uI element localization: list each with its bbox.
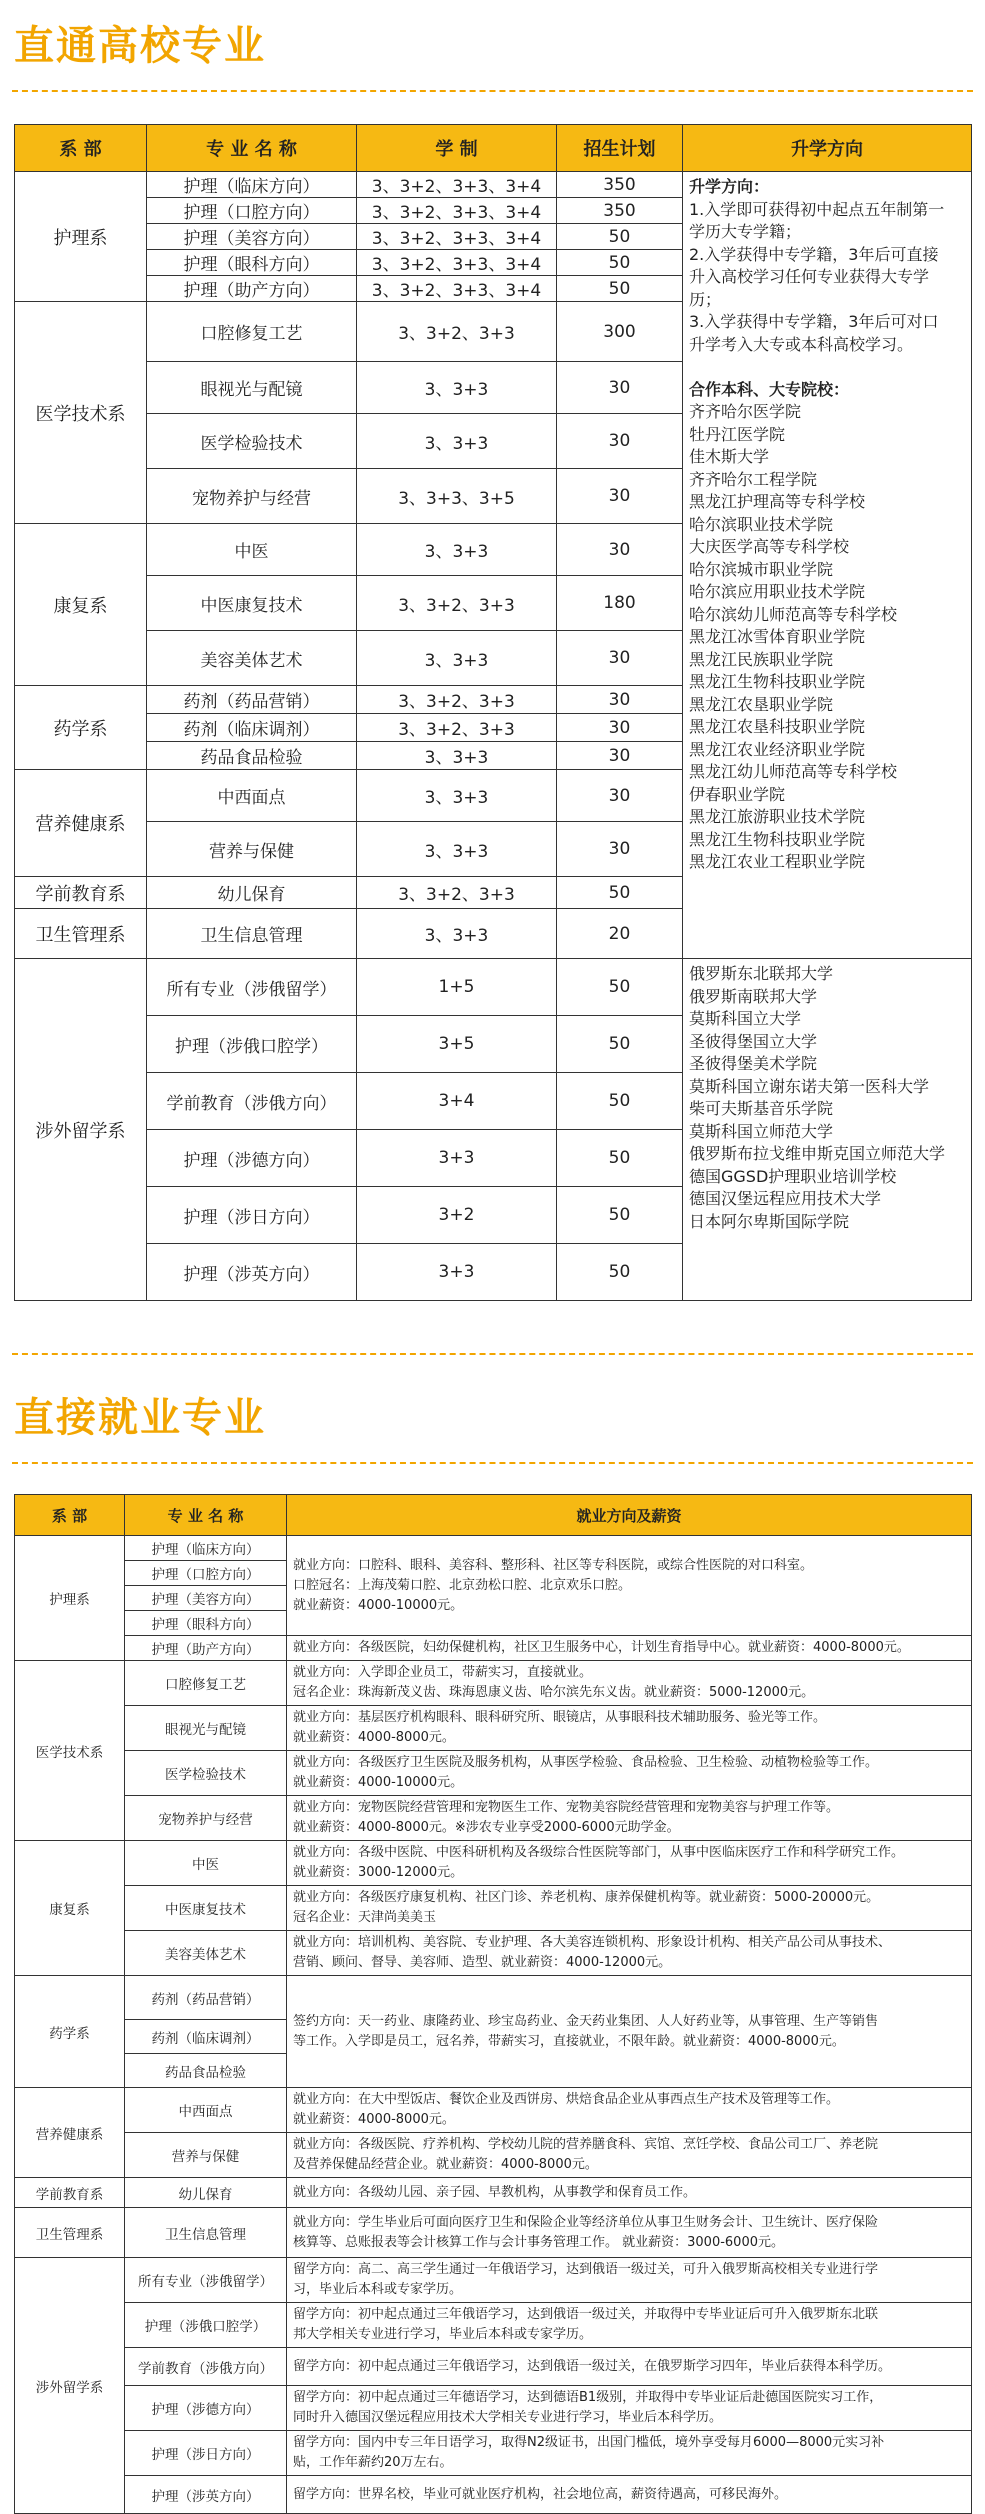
major-cell: 眼视光与配镜 [125, 1706, 287, 1751]
direction-line: 升学考入大专或本科高校学习。 [689, 334, 914, 354]
direction-line: 2.入学获得中专学籍，3年后可直接 [689, 244, 939, 264]
major-cell: 护理（临床方向） [125, 1536, 287, 1561]
major-cell: 护理（口腔方向） [125, 1561, 287, 1586]
section-divider [12, 1353, 973, 1355]
direction-line: 俄罗斯南联邦大学 [689, 986, 818, 1006]
dept-cell: 涉外留学系 [15, 2258, 125, 2514]
section-divider [12, 1462, 973, 1464]
enrollment-plan-cell: 30 [557, 469, 683, 524]
direction-line: 黑龙江农垦职业学院 [689, 694, 834, 714]
major-cell: 宠物养护与经营 [125, 1796, 287, 1841]
desc-line: 贴，工作年薪约20万左右。 [293, 2455, 453, 2470]
direction-line [689, 356, 965, 379]
dept-cell: 护理系 [15, 172, 147, 302]
major-cell: 护理（涉日方向） [147, 1187, 357, 1244]
enrollment-plan-cell: 30 [557, 631, 683, 686]
employment-desc-cell [287, 1796, 972, 1841]
section-divider [12, 90, 973, 92]
direction-line: 黑龙江农业经济职业学院 [689, 739, 866, 759]
header-cell: 专 业 名 称 [125, 1495, 287, 1536]
major-cell: 中西面点 [125, 2088, 287, 2133]
direction-line: 大庆医学高等专科学校 [689, 537, 850, 556]
direction-line: 圣彼得堡国立大学 [689, 1031, 818, 1051]
desc-line: 营销、顾问、督导、美容师、造型、就业薪资：4000-12000元。 [293, 1955, 672, 1970]
desc-line: 就业方向：各级医疗卫生医院及服务机构，从事医学检验、食品检验、卫生检验、动植物检验等工作。 [293, 1755, 879, 1770]
employment-desc-cell [287, 2208, 972, 2258]
desc-line: 就业薪资：4000-10000元。 [293, 1597, 464, 1613]
table-header-row [15, 1495, 972, 1536]
desc-line: 习，毕业后本科或专家学历。 [293, 2282, 463, 2297]
major-cell: 药品食品检验 [125, 2054, 287, 2088]
employment-desc-cell [287, 1536, 972, 1636]
desc-line: 留学方向：世界名校，毕业可就业医疗机构，社会地位高，薪资待遇高，可移民海外。 [293, 2486, 788, 2502]
direction-line: 升学方向： [689, 177, 770, 196]
dept-cell: 护理系 [15, 1536, 125, 1661]
employment-desc-cell [287, 2178, 972, 2208]
enrollment-plan-cell: 50 [557, 276, 683, 302]
direction-line: 哈尔滨应用职业技术学院 [689, 582, 866, 601]
employment-desc-cell [287, 2088, 972, 2133]
major-cell: 护理（眼科方向） [125, 1611, 287, 1636]
table-row [15, 1706, 972, 1751]
direction-line: 黑龙江护理高等专科学校 [689, 492, 866, 511]
enrollment-plan-cell: 30 [557, 362, 683, 414]
duration-cell: 3、3+3 [357, 742, 557, 770]
dept-cell: 卫生管理系 [15, 909, 147, 959]
direction-line: 黑龙江幼儿师范高等专科学校 [689, 762, 898, 781]
major-cell: 护理（涉英方向） [147, 1244, 357, 1301]
direction-line: 齐齐哈尔工程学院 [689, 469, 818, 489]
major-cell: 营养与保健 [125, 2133, 287, 2178]
desc-line: 就业方向：各级医院、疗养机构、学校幼儿院的营养膳食科、宾馆、烹饪学校、食品公司工厂、养老院 [293, 2137, 879, 2152]
major-cell: 中西面点 [147, 770, 357, 822]
major-cell: 护理（涉日方向） [125, 2431, 287, 2476]
table-row [15, 2303, 972, 2348]
desc-line: 留学方向：初中起点通过三年德语学习，达到德语B1级别，并取得中专毕业证后赴德国医院实习工作， [293, 2390, 883, 2405]
enrollment-plan-cell: 50 [557, 1130, 683, 1187]
desc-line: 签约方向：天一药业、康隆药业、珍宝岛药业、金天药业集团、人人好药业等，从事管理、生产等销售 [293, 2013, 879, 2029]
table-row [15, 1931, 972, 1976]
enrollment-plan-cell: 30 [557, 414, 683, 469]
direction-line: 3.入学获得中专学籍，3年后可对口 [689, 312, 939, 331]
table-row [15, 1536, 972, 1561]
table-row [15, 172, 972, 198]
employment-desc-cell [287, 1841, 972, 1886]
desc-line: 核算等、总账报表等会计核算工作与会计事务管理工作。 就业薪资：3000-6000元。 [293, 2234, 784, 2250]
table-row [15, 2088, 972, 2133]
major-cell: 药剂（药品营销） [147, 686, 357, 714]
major-cell: 药剂（临床调剂） [125, 2020, 287, 2054]
major-cell: 护理（助产方向） [125, 1636, 287, 1661]
desc-line: 同时升入德国汉堡远程应用技术大学相关专业进行学习，毕业后本科学历。 [293, 2410, 723, 2425]
major-cell: 眼视光与配镜 [147, 362, 357, 414]
duration-cell: 3+2 [357, 1187, 557, 1244]
enrollment-plan-cell: 50 [557, 250, 683, 276]
major-cell: 医学检验技术 [147, 414, 357, 469]
desc-line: 就业方向：各级中医院、中医科研机构及各级综合性医院等部门，从事中医临床医疗工作和科学研究工作。 [293, 1845, 905, 1860]
dept-cell: 营养健康系 [15, 770, 147, 877]
enrollment-plan-cell: 20 [557, 909, 683, 959]
section-title-direct-college: 直通高校专业 [14, 23, 266, 69]
direct-employment-table [14, 1494, 972, 2514]
dept-cell: 学前教育系 [15, 877, 147, 909]
desc-line: 就业方向：学生毕业后可面向医疗卫生和保险企业等经济单位从事卫生财务会计、卫生统计、医疗保险 [293, 2214, 879, 2230]
direction-line: 升入高校学习任何专业获得大专学 [689, 267, 930, 286]
further-study-cell [683, 959, 972, 1301]
enrollment-plan-cell: 50 [557, 1187, 683, 1244]
direction-line: 圣彼得堡美术学院 [689, 1054, 818, 1073]
employment-desc-cell [287, 1931, 972, 1976]
dept-cell: 卫生管理系 [15, 2208, 125, 2258]
employment-desc-cell [287, 1706, 972, 1751]
further-study-cell [683, 172, 972, 959]
table-row [15, 1751, 972, 1796]
enrollment-plan-cell: 50 [557, 1073, 683, 1130]
direction-line: 黑龙江农垦科技职业学院 [689, 717, 866, 736]
duration-cell: 3+5 [357, 1016, 557, 1073]
enrollment-plan-cell: 30 [557, 742, 683, 770]
section-title-direct-employment: 直接就业专业 [14, 1395, 266, 1441]
enrollment-plan-cell: 350 [557, 198, 683, 224]
major-cell: 护理（临床方向） [147, 172, 357, 198]
enrollment-plan-cell: 50 [557, 1016, 683, 1073]
desc-line: 留学方向：初中起点通过三年俄语学习，达到俄语一级过关，并取得中专毕业证后可升入俄罗斯东北联 [293, 2307, 879, 2322]
major-cell: 营养与保健 [147, 822, 357, 877]
duration-cell: 3、3+2、3+3、3+4 [357, 198, 557, 224]
direction-line: 合作本科、大专院校： [689, 379, 850, 399]
major-cell: 护理（口腔方向） [147, 198, 357, 224]
duration-cell: 3、3+3 [357, 631, 557, 686]
duration-cell: 3、3+2、3+3 [357, 877, 557, 909]
desc-line: 就业薪资：4000-8000元。※涉农专业享受2000-6000元助学金。 [293, 1820, 680, 1835]
direction-line: 哈尔滨职业技术学院 [689, 514, 834, 534]
duration-cell: 3、3+2、3+3、3+4 [357, 250, 557, 276]
major-cell: 医学检验技术 [125, 1751, 287, 1796]
dept-cell: 药学系 [15, 686, 147, 770]
desc-line: 就业方向：培训机构、美容院、专业护理、各大美容连锁机构、形象设计机构、相关产品公司从事技术、 [293, 1935, 892, 1950]
enrollment-plan-cell: 50 [557, 877, 683, 909]
direct-college-table [14, 124, 972, 1301]
employment-desc-cell [287, 2303, 972, 2348]
desc-line: 冠名企业：珠海新茂义齿、珠海恩康义齿、哈尔滨先东义齿。就业薪资：5000-12000元。 [293, 1685, 815, 1700]
dept-cell: 营养健康系 [15, 2088, 125, 2178]
duration-cell: 3、3+3、3+5 [357, 469, 557, 524]
major-cell: 中医 [147, 524, 357, 576]
duration-cell: 3、3+2、3+3 [357, 714, 557, 742]
duration-cell: 1+5 [357, 959, 557, 1016]
desc-line: 就业方向：在大中型饭店、餐饮企业及西饼房、烘焙食品企业从事西点生产技术及管理等工作。 [293, 2092, 840, 2107]
major-cell: 药剂（临床调剂） [147, 714, 357, 742]
duration-cell: 3+4 [357, 1073, 557, 1130]
direction-line: 德国汉堡远程应用技术大学 [689, 1189, 882, 1208]
direction-line: 历； [689, 289, 722, 309]
desc-line: 就业薪资：4000-10000元。 [293, 1775, 464, 1790]
duration-cell: 3、3+3 [357, 770, 557, 822]
direction-line: 哈尔滨城市职业学院 [689, 559, 834, 579]
desc-line: 口腔冠名：上海茂菊口腔、北京劲松口腔、北京欢乐口腔。 [293, 1577, 632, 1593]
direction-line: 伊春职业学院 [689, 784, 786, 804]
direction-line: 黑龙江旅游职业技术学院 [689, 807, 866, 826]
enrollment-plan-cell: 50 [557, 959, 683, 1016]
duration-cell: 3、3+3 [357, 909, 557, 959]
direction-line: 柴可夫斯基音乐学院 [689, 1099, 834, 1118]
table-header-row [15, 125, 972, 172]
direction-line: 黑龙江农业工程职业学院 [689, 852, 866, 871]
header-cell: 学 制 [357, 125, 557, 172]
table-row [15, 1661, 972, 1706]
major-cell: 所有专业（涉俄留学） [147, 959, 357, 1016]
dept-cell: 医学技术系 [15, 302, 147, 524]
duration-cell: 3、3+2、3+3、3+4 [357, 172, 557, 198]
enrollment-plan-cell: 350 [557, 172, 683, 198]
direction-line: 佳木斯大学 [689, 447, 770, 466]
desc-line: 就业方向：口腔科、眼科、美容科、整形科、社区等专科医院，或综合性医院的对口科室。 [293, 1557, 814, 1573]
direction-line: 学历大专学籍； [689, 222, 802, 241]
enrollment-plan-cell: 180 [557, 576, 683, 631]
major-cell: 护理（涉德方向） [147, 1130, 357, 1187]
major-cell: 护理（助产方向） [147, 276, 357, 302]
table-row [15, 2431, 972, 2476]
table-row [15, 2386, 972, 2431]
direction-line: 齐齐哈尔医学院 [689, 402, 802, 421]
employment-desc-cell [287, 2431, 972, 2476]
major-cell: 宠物养护与经营 [147, 469, 357, 524]
dept-cell: 康复系 [15, 524, 147, 686]
enrollment-plan-cell: 50 [557, 224, 683, 250]
table-row [15, 2258, 972, 2303]
major-cell: 口腔修复工艺 [147, 302, 357, 362]
desc-line: 等工作。入学即是员工，冠名养，带薪实习，直接就业，不限年龄。就业薪资：4000-8000元。 [293, 2033, 845, 2049]
desc-line: 就业方向：入学即企业员工，带薪实习，直接就业。 [293, 1665, 593, 1680]
major-cell: 卫生信息管理 [125, 2208, 287, 2258]
desc-line: 就业方向：各级幼儿园、亲子园、早教机构，从事教学和保育员工作。 [293, 2184, 697, 2200]
table-row [15, 1636, 972, 1661]
duration-cell: 3、3+3 [357, 822, 557, 877]
table-row [15, 2133, 972, 2178]
duration-cell: 3、3+2、3+3 [357, 576, 557, 631]
desc-line: 就业方向：各级医疗康复机构、社区门诊、养老机构、康养保健机构等。就业薪资：5000-20000元。 [293, 1890, 880, 1905]
desc-line: 就业薪资：4000-8000元。 [293, 1730, 455, 1745]
major-cell: 美容美体艺术 [125, 1931, 287, 1976]
desc-line: 就业薪资：4000-8000元。 [293, 2112, 455, 2127]
duration-cell: 3、3+3 [357, 414, 557, 469]
table-row [15, 2178, 972, 2208]
direction-line: 1.入学即可获得初中起点五年制第一 [689, 199, 945, 219]
major-cell: 幼儿保育 [147, 877, 357, 909]
employment-desc-cell [287, 2386, 972, 2431]
desc-line: 留学方向：国内中专三年日语学习，取得N2级证书，出国门槛低，境外享受每月6000—8000元实习补 [293, 2435, 885, 2450]
desc-line: 留学方向：初中起点通过三年俄语学习，达到俄语一级过关，在俄罗斯学习四年，毕业后获得本科学历。 [293, 2358, 892, 2374]
header-cell: 升学方向 [683, 125, 972, 172]
enrollment-plan-cell: 30 [557, 822, 683, 877]
desc-line: 留学方向：高二、高三学生通过一年俄语学习，达到俄语一级过关，可升入俄罗斯高校相关专业进行学 [293, 2262, 879, 2277]
duration-cell: 3+3 [357, 1244, 557, 1301]
major-cell: 护理（眼科方向） [147, 250, 357, 276]
dept-cell: 学前教育系 [15, 2178, 125, 2208]
desc-line: 就业方向：各级医院，妇幼保健机构，社区卫生服务中心，计划生育指导中心。就业薪资：4000-8000元。 [293, 1640, 910, 1655]
desc-line: 及营养保健品经营企业。就业薪资：4000-8000元。 [293, 2157, 598, 2172]
header-cell: 招生计划 [557, 125, 683, 172]
employment-desc-cell [287, 1751, 972, 1796]
enrollment-plan-cell: 30 [557, 714, 683, 742]
table-row [15, 2208, 972, 2258]
duration-cell: 3、3+3 [357, 362, 557, 414]
employment-desc-cell [287, 1976, 972, 2088]
major-cell: 药品食品检验 [147, 742, 357, 770]
direction-line: 德国GGSD护理职业培训学校 [689, 1166, 897, 1186]
employment-desc-cell [287, 2133, 972, 2178]
desc-line: 就业薪资：3000-12000元。 [293, 1865, 464, 1880]
dept-cell: 康复系 [15, 1841, 125, 1976]
duration-cell: 3、3+2、3+3、3+4 [357, 276, 557, 302]
employment-desc-cell [287, 2476, 972, 2514]
header-cell: 系 部 [15, 125, 147, 172]
desc-line: 就业方向：宠物医院经营管理和宠物医生工作、宠物美容院经营管理和宠物美容与护理工作等。 [293, 1800, 840, 1815]
direction-line: 牡丹江医学院 [689, 424, 786, 444]
major-cell: 学前教育（涉俄方向） [125, 2348, 287, 2386]
desc-line: 就业方向：基层医疗机构眼科、眼科研究所、眼镜店，从事眼科技术辅助服务、验光等工作。 [293, 1710, 827, 1725]
direction-line: 黑龙江冰雪体育职业学院 [689, 627, 866, 646]
direction-line: 莫斯科国立大学 [689, 1009, 802, 1028]
direction-line: 哈尔滨幼儿师范高等专科学校 [689, 604, 898, 624]
direction-line: 日本阿尔卑斯国际学院 [689, 1211, 850, 1231]
employment-desc-cell [287, 1636, 972, 1661]
employment-desc-cell [287, 1661, 972, 1706]
enrollment-plan-cell: 50 [557, 1244, 683, 1301]
direction-line: 黑龙江生物科技职业学院 [689, 829, 866, 849]
duration-cell: 3、3+2、3+3 [357, 302, 557, 362]
direction-line: 黑龙江生物科技职业学院 [689, 672, 866, 691]
enrollment-plan-cell: 30 [557, 770, 683, 822]
dept-cell: 涉外留学系 [15, 959, 147, 1301]
enrollment-plan-cell: 30 [557, 686, 683, 714]
major-cell: 中医康复技术 [125, 1886, 287, 1931]
major-cell: 护理（涉俄口腔学） [147, 1016, 357, 1073]
table-row [15, 2476, 972, 2514]
duration-cell: 3+3 [357, 1130, 557, 1187]
major-cell: 中医 [125, 1841, 287, 1886]
major-cell: 美容美体艺术 [147, 631, 357, 686]
enrollment-plan-cell: 30 [557, 524, 683, 576]
employment-desc-cell [287, 2348, 972, 2386]
major-cell: 护理（涉德方向） [125, 2386, 287, 2431]
major-cell: 学前教育（涉俄方向） [147, 1073, 357, 1130]
header-cell: 系 部 [15, 1495, 125, 1536]
major-cell: 护理（涉英方向） [125, 2476, 287, 2514]
employment-desc-cell [287, 2258, 972, 2303]
table-row [15, 1886, 972, 1931]
duration-cell: 3、3+2、3+3、3+4 [357, 224, 557, 250]
major-cell: 卫生信息管理 [147, 909, 357, 959]
employment-desc-cell [287, 1886, 972, 1931]
direction-line: 俄罗斯布拉戈维申斯克国立师范大学 [689, 1144, 946, 1163]
header-cell: 就业方向及薪资 [287, 1495, 972, 1536]
major-cell: 护理（美容方向） [125, 1586, 287, 1611]
table-row [15, 1976, 972, 2020]
table-row [15, 2348, 972, 2386]
direction-line: 俄罗斯东北联邦大学 [689, 964, 834, 983]
table-row [15, 959, 972, 1016]
table-row [15, 1841, 972, 1886]
enrollment-plan-cell: 300 [557, 302, 683, 362]
major-cell: 护理（涉俄口腔学） [125, 2303, 287, 2348]
desc-line: 邦大学相关专业进行学习，毕业后本科或专家学历。 [293, 2327, 593, 2342]
duration-cell: 3、3+3 [357, 524, 557, 576]
major-cell: 幼儿保育 [125, 2178, 287, 2208]
dept-cell: 药学系 [15, 1976, 125, 2088]
major-cell: 药剂（药品营销） [125, 1976, 287, 2020]
direction-line: 莫斯科国立师范大学 [689, 1121, 834, 1141]
major-cell: 护理（美容方向） [147, 224, 357, 250]
direction-line: 黑龙江民族职业学院 [689, 649, 834, 669]
major-cell: 所有专业（涉俄留学） [125, 2258, 287, 2303]
direction-line: 莫斯科国立谢东诺夫第一医科大学 [689, 1076, 930, 1096]
desc-line: 冠名企业：天津尚美美玉 [293, 1910, 437, 1925]
header-cell: 专 业 名 称 [147, 125, 357, 172]
major-cell: 中医康复技术 [147, 576, 357, 631]
dept-cell: 医学技术系 [15, 1661, 125, 1841]
major-cell: 口腔修复工艺 [125, 1661, 287, 1706]
duration-cell: 3、3+2、3+3 [357, 686, 557, 714]
table-row [15, 1796, 972, 1841]
